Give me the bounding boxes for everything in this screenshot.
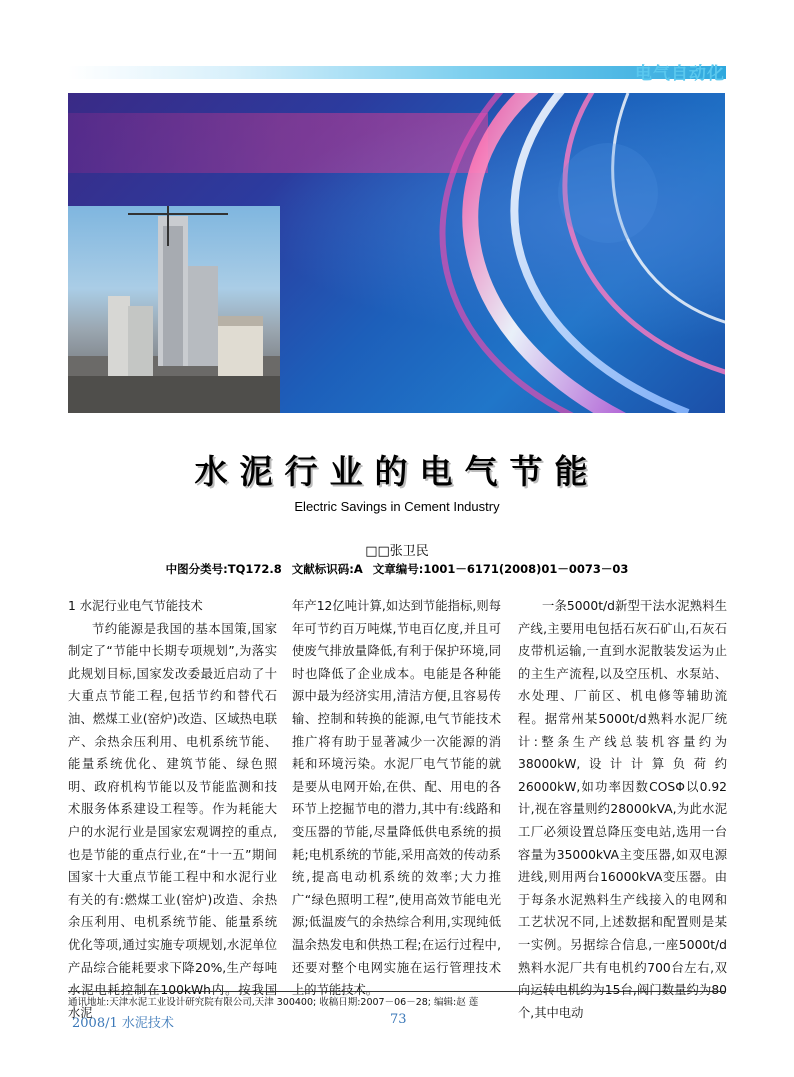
header-gradient-bar: [68, 66, 726, 79]
article-meta: 中图分类号:TQ172.8 文献标识码:A 文章编号:1001－6171(2008)01－0073－03: [165, 562, 629, 576]
paragraph: 一条5000t/d新型干法水泥熟料生产线,主要用电包括石灰石矿山,石灰石皮带机运输,一直到水泥散装发运为止的主生产流程,以及空压机、水泵站、水处理、厂前区、机电修等辅助流程。据常州某5000t/d熟料水泥厂统计:整条生产线总装机容量约为38000kW,设计计算负荷约26000kW,如功率因数COSΦ以0.92计,视在容量则约28000kVA,为此水泥工厂必须设置总降压变电站,选用一台容量为35000kVA主变压器,如双电源进线,则用两台16000kVA变压器。由于每条水泥熟料生产线接入的电网和工艺状况不同,上述数据和配置则是某一实例。另据综合信息,一座5000t/d熟料水泥厂共有电机约700台左右,双向运转电机约为15台,阀门数量约为80个,其中电动: [518, 599, 727, 1020]
article-title-en: Electric Savings in Cement Industry: [294, 499, 500, 514]
footer-address-note: 通讯地址:天津水泥工业设计研究院有限公司,天津 300400; 收稿日期:2007－06－28; 编辑:赵 莲: [68, 997, 479, 1008]
paragraph: 年产12亿吨计算,如达到节能指标,则每年可节约百万吨煤,节电百亿度,并且可使废气排放量降低,有利于保护环境,同时也降低了企业成本。电能是各种能源中最为经济实用,清洁方便,且容易传输、控制和转换的能源,电气节能技术推广将有助于显著减少一次能源的消耗和环境污染。水泥厂电气节能的就是要从电网开始,在供、配、用电的各环节上挖掘节电的潜力,其中有:线路和变压器的节能,尽量降低供电系统的损耗;电机系统的节能,采用高效的传动系统,提高电动机系统的效率;大力推广“绿色照明工程”,使用高效节能电光源;低温废气的余热综合利用,实现纯低温余热发电和供热工程;在运行过程中,还要对整个电网实施在运行管理技术上的节能技术。: [292, 599, 501, 998]
page-number: 73: [390, 1012, 407, 1027]
footer-issue: 2008/1 水泥技术: [72, 1016, 174, 1031]
body-column-1: [68, 595, 277, 1024]
cement-plant-photo: [68, 206, 280, 413]
article-author: □□张卫民: [365, 544, 429, 559]
section-tag: 电气自动化: [635, 64, 725, 84]
body-column-2: [292, 595, 501, 1002]
body-column-3: [518, 595, 727, 1024]
paragraph: 节约能源是我国的基本国策,国家制定了“节能中长期专项规划”,为落实此规划目标,国家发改委最近启动了十大重点节能工程,包括节约和替代石油、燃煤工业(窑炉)改造、区域热电联产、余热余压利用、电机系统节能、能量系统优化、建筑节能、绿色照明、政府机构节能以及节能监测和技术服务体系建设工程等。作为耗能大户的水泥行业是国家宏观调控的重点,也是节能的重点行业,在“十一五”期间国家十大重点节能工程中和水泥行业有关的有:燃煤工业(窑炉)改造、余热余压利用、电机系统节能、能量系统优化等项,通过实施专项规划,水泥单位产品综合能耗要求下降20%,生产每吨水泥电耗控制在100kWh内。按我国水泥: [68, 621, 277, 1020]
section-heading: 1 水泥行业电气节能技术: [68, 599, 203, 613]
article-title-cn: 水泥行业的电气节能: [194, 452, 600, 491]
footer-divider: [68, 991, 725, 992]
